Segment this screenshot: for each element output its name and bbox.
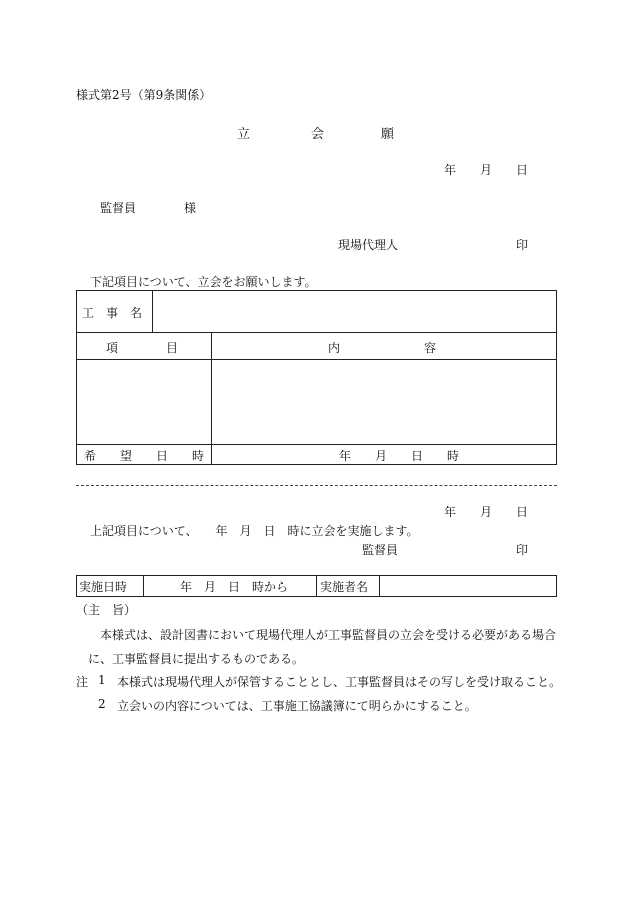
date1-day: 日 — [516, 163, 529, 177]
form-id: 様式第2号（第9条関係） — [76, 88, 212, 102]
applicant-seal: 印 — [516, 238, 529, 252]
impl-datetime-value[interactable]: 年 月 日 時から — [180, 580, 289, 594]
date2-month: 月 — [480, 505, 493, 519]
column-content-header: 内 容 — [328, 341, 437, 355]
item-cell[interactable] — [78, 362, 210, 442]
separator-dotted-line — [76, 485, 557, 486]
purpose-heading: （主 旨） — [76, 603, 137, 617]
title-char-1: 立 — [237, 127, 251, 142]
impl-person-label: 実施者名 — [320, 580, 369, 594]
date2-day: 日 — [516, 505, 529, 519]
title-char-2: 会 — [311, 127, 325, 142]
confirm-text: 上記項目について、 年 月 日 時に立会を実施します。 — [90, 524, 419, 538]
purpose-line-2: に、工事監督員に提出するものである。 — [88, 652, 305, 666]
date2-year: 年 — [444, 505, 457, 519]
purpose-line-1: 本様式は、設計図書において現場代理人が工事監督員の立会を受ける必要がある場合 — [100, 628, 557, 642]
date1-month: 月 — [480, 163, 493, 177]
impl-datetime-label: 実施日時 — [79, 580, 128, 594]
note-1-text: 本様式は現場代理人が保管することとし、工事監督員はその写しを受け取ること。 — [117, 675, 562, 689]
desired-datetime-value[interactable]: 年 月 日 時 — [339, 449, 460, 463]
title-char-3: 願 — [381, 127, 395, 142]
supervisor-label: 監督員 — [362, 543, 399, 557]
note-1-number: 1 — [98, 673, 106, 687]
addressee-honorific: 様 — [184, 201, 197, 215]
desired-datetime-label: 希 望 日 時 — [84, 449, 205, 463]
supervisor-seal: 印 — [516, 543, 529, 557]
request-text: 下記項目について、立会をお願いします。 — [90, 275, 317, 289]
applicant-label: 現場代理人 — [338, 238, 399, 252]
note-2-text: 立会いの内容については、工事施工協議簿にて明らかにすること。 — [117, 699, 477, 713]
date1-year: 年 — [444, 163, 457, 177]
project-name-label: 工 事 名 — [82, 306, 143, 320]
content-cell[interactable] — [214, 362, 554, 442]
notes-label: 注 — [76, 675, 89, 689]
column-item-header: 項 目 — [106, 341, 179, 355]
addressee-label: 監督員 — [100, 201, 137, 215]
note-2-number: 2 — [98, 697, 106, 711]
